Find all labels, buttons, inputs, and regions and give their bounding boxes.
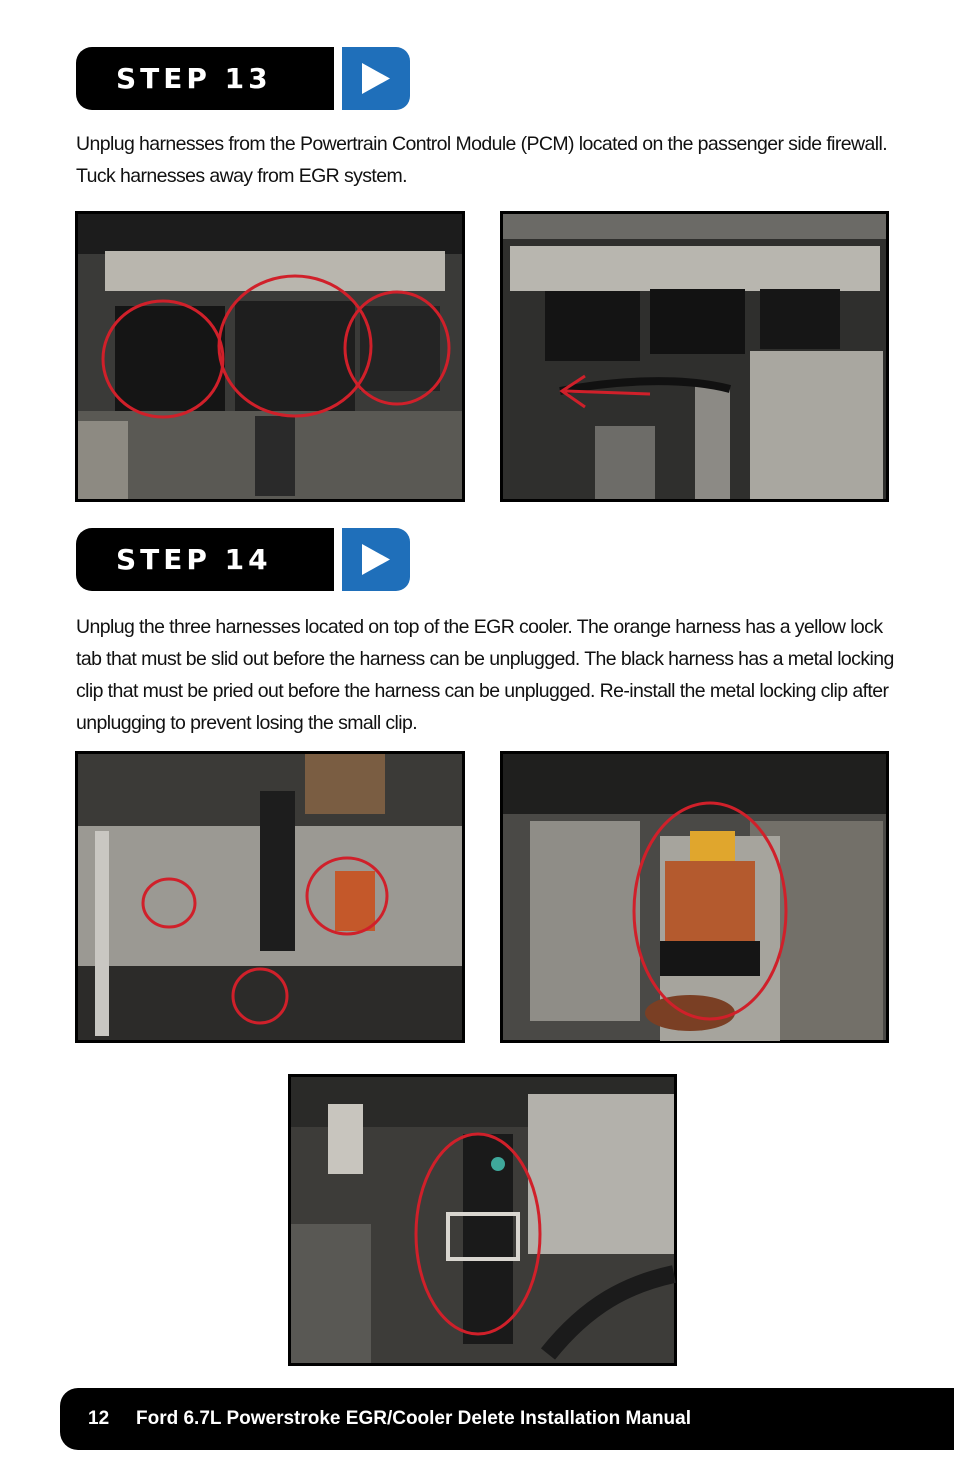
page-footer [60, 1388, 954, 1450]
step-14-instructions: Unplug the three harnesses located on top of the EGR cooler. The orange harness has a yellow lock tab that must be slid out before the harness can be unplugged. The black harness has a metal locking clip that must be pried out before the harness can be unplugged. Re-install the metal locking clip after unplugging to prevent losing the small clip. [76, 616, 894, 734]
step-13-badge [76, 47, 334, 110]
play-triangle-icon [360, 61, 392, 96]
step-14-photo-black-harness-clip [288, 1074, 677, 1366]
step-14-arrow-box [342, 528, 410, 591]
step-14-photo-egr-cooler-overview [75, 751, 465, 1043]
step-13-photo-harness-routing [500, 211, 889, 502]
step-13-photo-pcm-connectors [75, 211, 465, 502]
step-14-header [76, 528, 410, 591]
step-14-photo-orange-harness [500, 751, 889, 1043]
play-triangle-icon [360, 542, 392, 577]
step-13-instructions: Unplug harnesses from the Powertrain Control Module (PCM) located on the passenger side firewall. Tuck harnesses away from EGR system. [76, 133, 888, 187]
step-14-badge [76, 528, 334, 591]
page-number: 12 [88, 1408, 110, 1429]
manual-title: Ford 6.7L Powerstroke EGR/Cooler Delete Installation Manual [136, 1408, 691, 1429]
step-13-arrow-box [342, 47, 410, 110]
step-14-label: STEP 14 [116, 543, 272, 576]
step-13-label: STEP 13 [116, 62, 272, 95]
step-13-header [76, 47, 410, 110]
